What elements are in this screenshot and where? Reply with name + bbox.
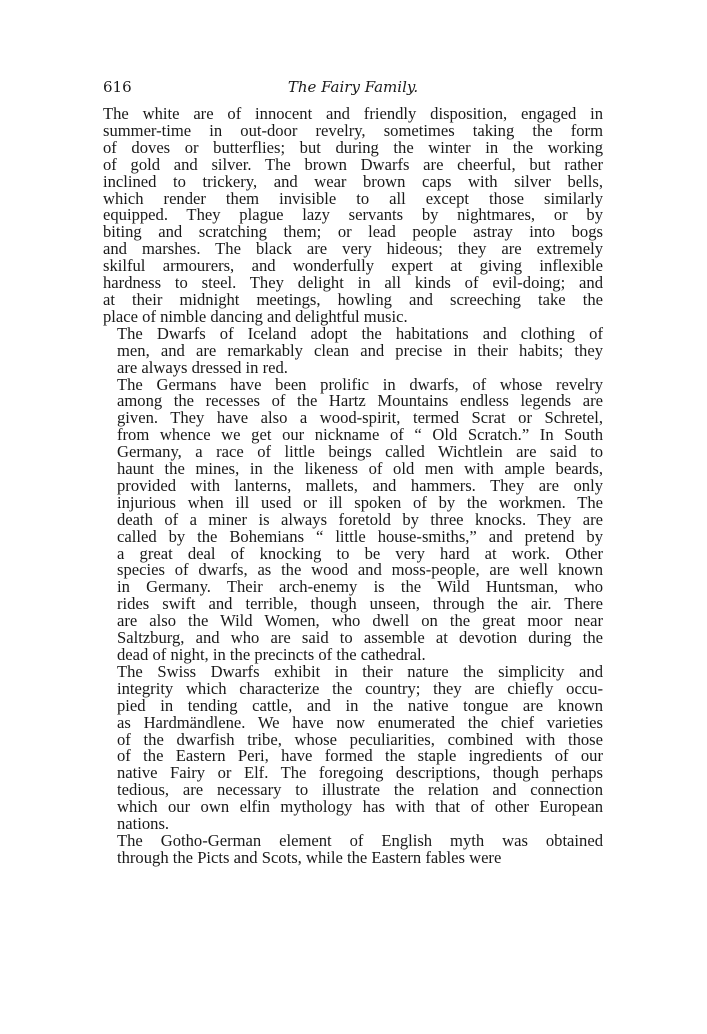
text-line: called by the Bohemians “ little house-smiths,” and pretend by bbox=[117, 526, 603, 546]
text-line: men, and are remarkably clean and precise in their habits; they bbox=[117, 340, 603, 360]
text-line: from whence we get our nickname of “ Old Scratch.” In South bbox=[117, 425, 603, 445]
text-line: in Germany. Their arch-enemy is the Wild Huntsman, who bbox=[117, 577, 603, 597]
text-line: through the Picts and Scots, while the Eastern fables were bbox=[117, 847, 502, 867]
text-line: haunt the mines, in the likeness of old men with ample beards, bbox=[117, 459, 603, 479]
text-line: native Fairy or Elf. The foregoing descriptions, though perhaps bbox=[117, 763, 603, 783]
text-line: pied in tending cattle, and in the native tongue are known bbox=[117, 695, 603, 715]
text-line: given. They have also a wood-spirit, termed Scrat or Schretel, bbox=[117, 408, 603, 428]
text-line: dead of night, in the precincts of the cathedral. bbox=[117, 645, 426, 664]
text-line: inclined to trickery, and wear brown caps with silver bells, bbox=[103, 171, 603, 191]
text-line: summer-time in out-door revelry, sometimes taking the form bbox=[103, 120, 603, 140]
text-line: The Germans have been prolific in dwarfs, of whose revelry bbox=[117, 374, 603, 394]
text-line: of the dwarfish tribe, whose peculiarities, combined with those bbox=[117, 729, 603, 749]
text-line: and marshes. The black are very hideous; they are extremely bbox=[103, 239, 603, 259]
text-line: injurious when ill used or ill spoken of by the workmen. The bbox=[117, 492, 603, 512]
running-title: The Fairy Family. bbox=[287, 78, 419, 96]
text-line: The Swiss Dwarfs exhibit in their nature the simplicity and bbox=[117, 661, 603, 681]
text-line: The Dwarfs of Iceland adopt the habitations and clothing of bbox=[117, 323, 603, 343]
text-line: The white are of innocent and friendly disposition, engaged in bbox=[103, 104, 603, 123]
text-line: Saltzburg, and who are said to assemble at devotion during the bbox=[117, 628, 603, 648]
book-page bbox=[103, 78, 603, 867]
text-line: skilful armourers, and wonderfully expert at giving inflexible bbox=[103, 256, 603, 276]
text-line: Germany, a race of little beings called Wichtlein are said to bbox=[117, 442, 603, 462]
text-line: provided with lanterns, mallets, and hammers. They are only bbox=[117, 475, 603, 495]
paragraph bbox=[103, 323, 603, 377]
text-line: biting and scratching them; or lead people astray into bogs bbox=[103, 222, 603, 242]
text-line: death of a miner is always foretold by three knocks. They are bbox=[117, 509, 603, 529]
text-line: which render them invisible to all except those similarly bbox=[103, 188, 603, 208]
text-line: nations. bbox=[117, 814, 170, 834]
text-line: place of nimble dancing and delightful music. bbox=[103, 306, 408, 326]
text-line: of doves or butterflies; but during the winter in the working bbox=[103, 137, 603, 157]
text-line: hardness to steel. They delight in all kinds of evil-doing; and bbox=[103, 273, 603, 293]
text-line: species of dwarfs, as the wood and moss-people, are well known bbox=[117, 560, 603, 580]
text-line: among the recesses of the Hartz Mountains endless legends are bbox=[117, 391, 603, 411]
text-line: as Hardmändlene. We have now enumerated the chief varieties bbox=[117, 712, 603, 732]
text-line: are also the Wild Women, who dwell on the great moor near bbox=[117, 611, 603, 631]
text-line: of the Eastern Peri, have formed the staple ingredients of our bbox=[117, 746, 603, 766]
page-header bbox=[103, 78, 603, 106]
text-line: which our own elfin mythology has with that of other European bbox=[117, 797, 603, 817]
paragraph bbox=[103, 374, 603, 664]
paragraph bbox=[103, 830, 603, 867]
text-line: tedious, are necessary to illustrate the relation and connection bbox=[117, 780, 603, 800]
paragraph bbox=[103, 661, 603, 834]
text-line: a great deal of knocking to be very hard at work. Other bbox=[117, 543, 603, 563]
text-line: equipped. They plague lazy servants by nightmares, or by bbox=[103, 205, 603, 225]
text-line: rides swift and terrible, though unseen, through the air. There bbox=[117, 594, 603, 614]
text-line: of gold and silver. The brown Dwarfs are cheerful, but rather bbox=[103, 154, 603, 174]
body-text bbox=[103, 106, 603, 867]
text-line: are always dressed in red. bbox=[117, 357, 288, 377]
page-number: 616 bbox=[103, 78, 132, 96]
paragraph bbox=[103, 106, 603, 326]
text-line: integrity which characterize the country; they are chiefly occu- bbox=[117, 678, 603, 698]
text-line: The Gotho-German element of English myth was obtained bbox=[117, 830, 603, 850]
text-line: at their midnight meetings, howling and screeching take the bbox=[103, 289, 603, 309]
